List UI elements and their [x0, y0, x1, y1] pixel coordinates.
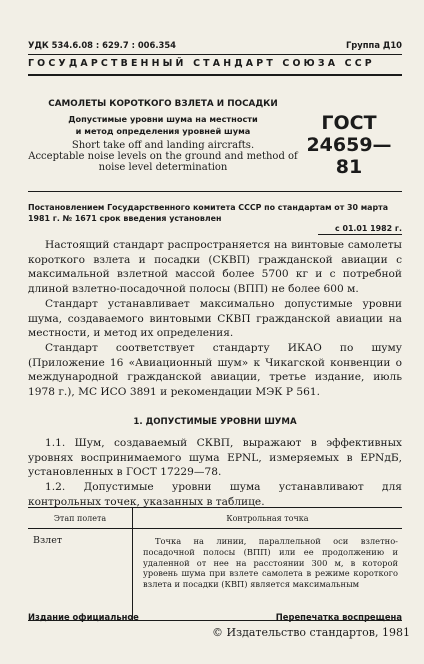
udc-code: УДК 534.6.08 : 629.7 : 006.354	[28, 40, 177, 50]
clause-1-1: 1.1. Шум, создаваемый СКВП, выражают в эффективных уровнях воспринимаемого шума EPNL, измеряемых в EPNдБ, установленных в ГОСТ 17229—78.	[28, 437, 402, 479]
row-control-point: Точка на линии, параллельной оси взлетно-посадочной полосы (ВПП) или ее продолжению и удаленной от нее на расстоянии 300 м, в которой уровень шума при взлете самолета в режиме короткого взлета и посадки (КВП) является максимальным	[133, 529, 403, 621]
gost-label: ГОСТ	[321, 112, 377, 134]
title-ru-sub-2: и метод определения уровней шума	[75, 126, 251, 136]
publisher-copyright: © Издательство стандартов, 1981	[212, 626, 410, 639]
title-rule	[28, 191, 402, 192]
header-rule-bottom	[28, 74, 402, 76]
title-en-2: Acceptable noise levels on the ground and method of	[28, 151, 298, 162]
table-header-row	[28, 508, 402, 529]
table-row	[28, 529, 402, 621]
official-edition: Издание официальное	[28, 612, 139, 622]
gost-number: 24659—81	[306, 134, 392, 178]
decree-line-1: Постановлением Государственного комитета СССР по стандартам от 30 марта	[28, 203, 389, 212]
reprint-prohibited: Перепечатка воспрещена	[275, 612, 402, 622]
effective-date: с 01.01 1982 г.	[335, 224, 402, 233]
section-1-heading: 1. ДОПУСТИМЫЕ УРОВНИ ШУМА	[133, 417, 297, 427]
effective-date-underline	[318, 234, 402, 235]
intro-paragraph-2: Стандарт устанавливает максимально допустимые уровни шума, создаваемого винтовыми СКВП гражданской авиации на местности, и метод их определения.	[28, 298, 402, 340]
row-flight-stage: Взлет	[28, 529, 133, 621]
title-ru-main: САМОЛЕТЫ КОРОТКОГО ВЗЛЕТА И ПОСАДКИ	[48, 99, 278, 109]
decree-line-2: 1981 г. № 1671 срок введения установлен	[28, 214, 222, 223]
intro-paragraph-3: Стандарт соответствует стандарту ИКАО по шуму (Приложение 16 «Авиационный шум» к Чикагской конвенции о международной гражданской авиации, третье издание, июль 1978 г.), МС ИСО 3891 и рекомендации МЭК Р 561.	[28, 342, 402, 398]
control-points-table	[28, 507, 402, 621]
intro-paragraph-1: Настоящий стандарт распространяется на винтовые самолеты короткого взлета и посадки (СКВП) гражданской авиации с максимальной взлетной массой более 5700 кг и с потребной длиной взлетно-посадочной полосы (ВПП) не более 600 м.	[28, 239, 402, 295]
title-en-1: Short take off and landing aircrafts.	[71, 140, 255, 151]
title-ru-sub-1: Допустимые уровни шума на местности	[68, 114, 258, 124]
col-header-flight-stage: Этап полета	[28, 508, 133, 529]
clause-1-2: 1.2. Допустимые уровни шума устанавливают для контрольных точек, указанных в таблице.	[28, 481, 402, 508]
col-header-control-point: Контрольная точка	[133, 508, 403, 529]
group-code: Группа Д10	[345, 40, 402, 50]
title-en-3: noise level determination	[98, 162, 228, 173]
header-rule-top	[28, 54, 402, 55]
state-standard-banner: ГОСУДАРСТВЕННЫЙ СТАНДАРТ СОЮЗА ССР	[28, 58, 375, 69]
